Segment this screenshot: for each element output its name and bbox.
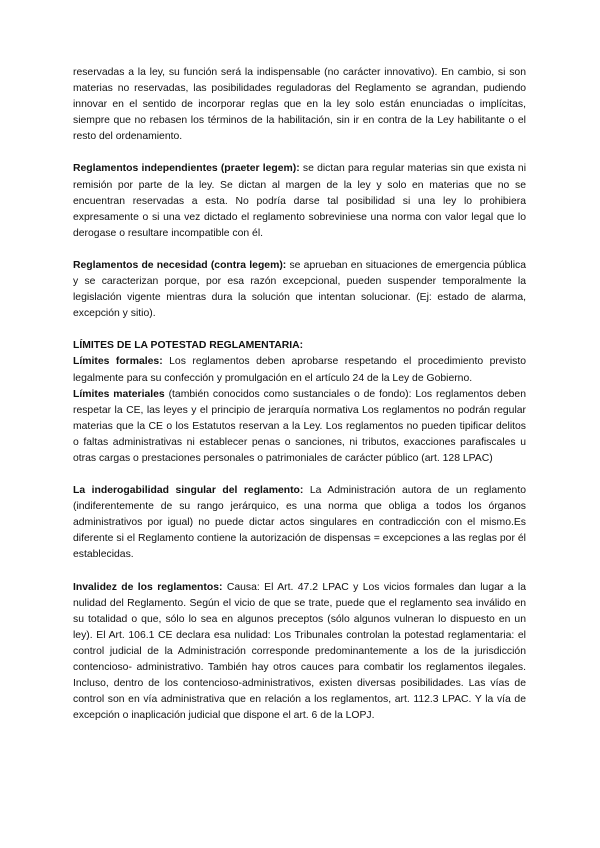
independientes-body: se dictan para regular materias sin que exista ni remisión por parte de la ley. Se dictan al margen de la ley y solo en materias que no se encuentran reservadas a esta. No podría darse tal posibilidad si una ley lo prohibiera expresamente o si una vez dictado el reglamento sobreviniese una norma con valor legal que lo derogase o resultare incompatible con él. bbox=[73, 163, 527, 239]
paragraph-limites-formales bbox=[73, 354, 526, 386]
necesidad-title: Reglamentos de necesidad (contra legem): bbox=[73, 259, 287, 271]
spacer bbox=[73, 467, 526, 483]
independientes-title: Reglamentos independientes (praeter legem): bbox=[73, 163, 300, 175]
paragraph-invalidez bbox=[73, 580, 526, 725]
necesidad-body: se aprueban en situaciones de emergencia pública y se caracterizan porque, por esa razón excepcional, pueden suspender temporalmente la legislación vigente mientras dura la solución que intentan solucionar. (Ej: estado de alarma, excepción y sitio). bbox=[73, 259, 526, 320]
paragraph-independientes bbox=[73, 161, 526, 241]
spacer bbox=[73, 242, 526, 258]
materiales-title: Límites materiales bbox=[73, 388, 165, 400]
formales-title: Límites formales: bbox=[73, 356, 163, 368]
document-page bbox=[73, 65, 526, 724]
materiales-body: (también conocidos como sustanciales o de fondo): Los reglamentos deben respetar la CE, las leyes y el principio de jerarquía normativa Los reglamentos no podrán regular materias que la CE o los Estatutos reservan a la Ley. Los reglamentos no pueden tipificar delitos o faltas administrativas ni establecer penas o sanciones, ni tributos, exacciones parafiscales u otras cargas o prestaciones personales o patrimoniales de carácter público (art. 128 LPAC) bbox=[73, 388, 526, 464]
invalidez-body: Causa: El Art. 47.2 LPAC y Los vicios formales dan lugar a la nulidad del Reglamento. Según el vicio de que se trate, puede que el reglamento sea inválido en su totalidad o que, sólo lo sea en algunos preceptos (sólo algunos vulneran lo dispuesto en un ley). El Art. 106.1 CE declara esa nulidad: Los Tribunales controlan la potestad reglamentaria: el control judicial de la Administración corresponde predominantemente a los de la jurisdicción contencioso- administrativo. También hay otros cauces para combatir los reglamentos ilegales. Incluso, dentro de los contencioso-administrativos, existen diversas posibilidades. Las vías de control son en vía administrativa que en relación a los reglamentos, art. 112.3 LPAC. Y la vía de excepción o inaplicación judicial que dispone el art. 6 de la LOPJ. bbox=[73, 581, 526, 722]
spacer bbox=[73, 322, 526, 338]
paragraph-inderogabilidad bbox=[73, 483, 526, 563]
paragraph-limites-materiales bbox=[73, 387, 526, 467]
formales-body: Los reglamentos deben aprobarse respetando el procedimiento previsto legalmente para su confección y promulgación en el artículo 24 de la Ley de Gobierno. bbox=[73, 356, 526, 384]
paragraph-reservadas: reservadas a la ley, su función será la indispensable (no carácter innovativo). En cambio, si son materias no reservadas, las posibilidades reguladoras del Reglamento se agrandan, pudiendo innovar en el sentido de incorporar reglas que en la ley solo están enunciadas o implícitas, siempre que no rebasen los términos de la habilitación, sin ir en contra de la Ley habilitante o el resto del ordenamiento. bbox=[73, 67, 526, 143]
paragraph-necesidad bbox=[73, 258, 526, 322]
inderogabilidad-body: La Administración autora de un reglamento (indiferentemente de su rango jerárquico, es una norma que obliga a todos los órganos administrativos por igual) no puede dictar actos singulares en contradicción con el mismo.Es diferente si el Reglamento contiene la autorización de dispensas = excepciones a las reglas por él establecidas. bbox=[73, 485, 526, 561]
spacer bbox=[73, 564, 526, 580]
section-heading-limites: LÍMITES DE LA POTESTAD REGLAMENTARIA: bbox=[73, 340, 304, 352]
spacer bbox=[73, 145, 526, 161]
invalidez-title: Invalidez de los reglamentos: bbox=[73, 581, 223, 593]
inderogabilidad-title: La inderogabilidad singular del reglamento: bbox=[73, 485, 304, 497]
